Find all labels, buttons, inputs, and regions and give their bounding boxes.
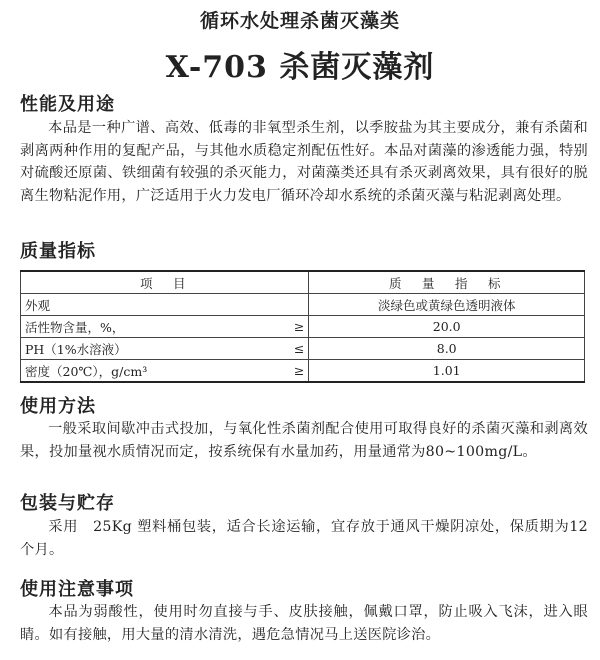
cautions-paragraph — [20, 601, 588, 646]
table-row — [21, 338, 585, 360]
row-value: 1.01 — [309, 360, 585, 383]
table-row — [21, 316, 585, 338]
row-value: 8.0 — [309, 338, 585, 360]
row-item: 外观 — [21, 294, 267, 316]
header-item: 项 目 — [21, 271, 309, 294]
cautions-heading: 使用注意事项 — [20, 579, 134, 600]
cautions-text: 本品为弱酸性，使用时勿直接与手、皮肤接触，佩戴口罩，防止吸入飞沫，进入眼睛。如有接触，用大量的清水清洗，遇危急情况马上送医院诊治。 — [20, 604, 588, 643]
header-spec: 质 量 指 标 — [309, 271, 585, 294]
performance-paragraph — [20, 117, 588, 207]
packaging-text: 采用 25Kg 塑料桶包装，适合长途运输，宜存放于通风干燥阴凉处，保质期为12个月。 — [20, 519, 588, 558]
row-symbol: ≥ — [266, 316, 309, 338]
usage-heading: 使用方法 — [20, 396, 96, 417]
table-row — [21, 360, 585, 383]
packaging-paragraph — [20, 516, 588, 561]
table-header-row — [21, 271, 585, 294]
quality-heading: 质量指标 — [20, 241, 96, 262]
performance-heading: 性能及用途 — [20, 94, 115, 115]
row-symbol — [266, 294, 309, 316]
packaging-heading: 包装与贮存 — [20, 493, 115, 514]
row-item: 活性物含量，%， — [21, 316, 267, 338]
row-symbol: ≥ — [266, 360, 309, 383]
category-heading: 循环水处理杀菌灭藻类 — [199, 10, 400, 32]
table-row — [21, 294, 585, 316]
row-value: 20.0 — [309, 316, 585, 338]
row-item: PH（1%水溶液） — [21, 338, 267, 360]
quality-table — [20, 270, 585, 383]
product-title: X-703 杀菌灭藻剂 — [165, 50, 435, 85]
usage-paragraph — [20, 418, 588, 463]
performance-text: 本品是一种广谱、高效、低毒的非氧型杀生剂，以季胺盐为其主要成分，兼有杀菌和剥离两种作用的复配产品，与其他水质稳定剂配伍性好。本品对菌藻的渗透能力强，特别对硫酸还原菌、铁细菌有较强的杀灭能力，对菌藻类还具有杀灭剥离效果，具有很好的脱离生物粘泥作用，广泛适用于火力发电厂循环冷却水系统的杀菌灭藻与粘泥剥离处理。 — [20, 120, 588, 204]
row-symbol: ≤ — [266, 338, 309, 360]
row-item: 密度（20℃），g/cm³ — [21, 360, 267, 383]
row-value: 淡绿色或黄绿色透明液体 — [309, 294, 585, 316]
usage-text: 一般采取间歇冲击式投加，与氧化性杀菌剂配合使用可取得良好的杀菌灭藻和剥离效果，投加量视水质情况而定，按系统保有水量加药，用量通常为80~100mg/L。 — [20, 421, 588, 460]
